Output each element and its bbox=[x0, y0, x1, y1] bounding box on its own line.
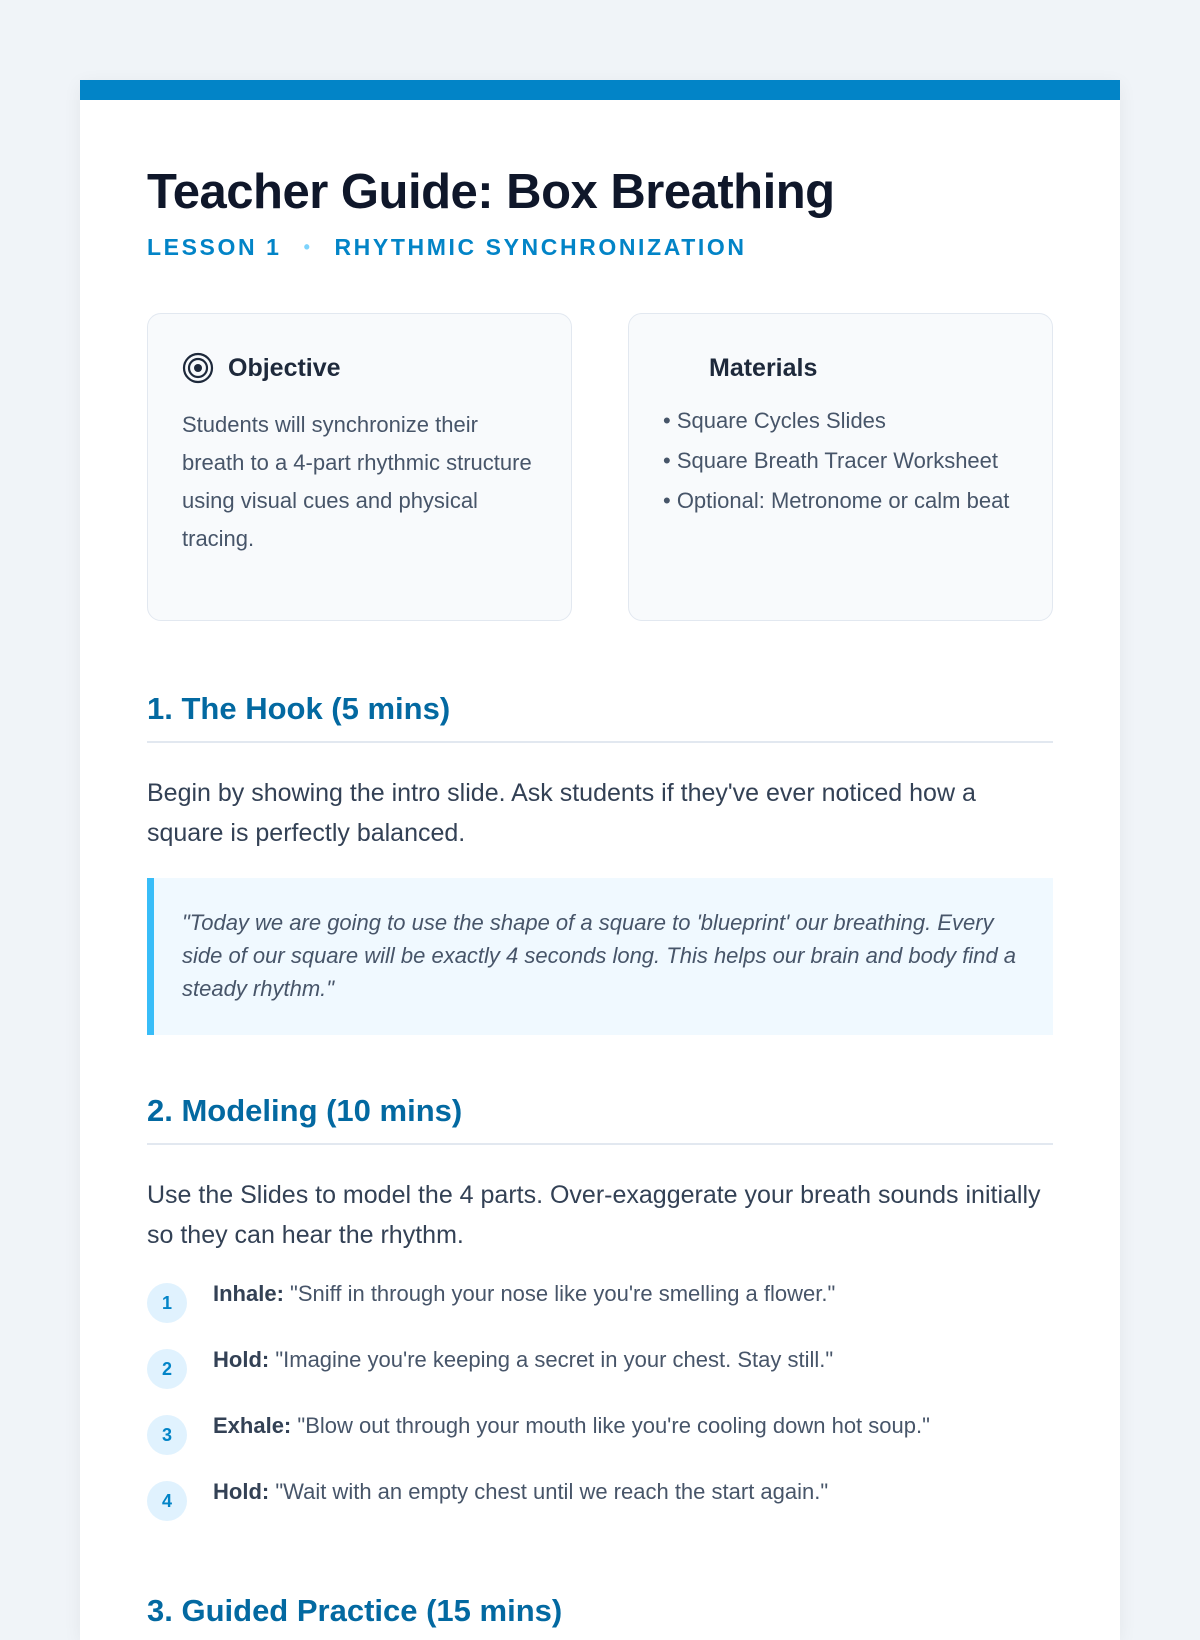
list-item: • Optional: Metronome or calm beat bbox=[663, 488, 1010, 513]
modeling-text: Use the Slides to model the 4 parts. Over-exaggerate your breath sounds initially so they can hear the rhythm. bbox=[147, 1181, 1041, 1249]
step-label: Inhale: bbox=[213, 1281, 284, 1306]
materials-header bbox=[663, 350, 1018, 386]
subtitle-separator: • bbox=[303, 237, 313, 257]
step-label: Exhale: bbox=[213, 1413, 292, 1438]
page-content bbox=[80, 100, 1120, 1629]
target-icon bbox=[182, 352, 214, 384]
step-item bbox=[147, 1343, 1053, 1409]
step-text bbox=[213, 1277, 835, 1310]
step-number-badge: 4 bbox=[147, 1481, 187, 1521]
step-item bbox=[147, 1475, 1053, 1541]
step-description: "Blow out through your mouth like you're cooling down hot soup." bbox=[297, 1413, 930, 1438]
materials-icon-space bbox=[663, 352, 709, 384]
lesson-subtitle bbox=[147, 234, 1053, 261]
step-item bbox=[147, 1277, 1053, 1343]
guide-page bbox=[80, 80, 1120, 1640]
objective-text: Students will synchronize their breath to a 4-part rhythmic structure using visual cues and physical tracing. bbox=[182, 412, 532, 551]
accent-bar bbox=[80, 80, 1120, 100]
objective-card bbox=[147, 313, 572, 621]
step-description: "Imagine you're keeping a secret in your chest. Stay still." bbox=[275, 1347, 834, 1372]
step-text bbox=[213, 1409, 930, 1442]
materials-card bbox=[628, 313, 1053, 621]
section-heading-guided-practice: 3. Guided Practice (15 mins) bbox=[147, 1593, 563, 1628]
step-label: Hold: bbox=[213, 1347, 270, 1372]
step-description: "Wait with an empty chest until we reach the start again." bbox=[275, 1479, 829, 1504]
list-item: • Square Cycles Slides bbox=[663, 408, 886, 433]
lesson-number: LESSON 1 bbox=[147, 234, 282, 260]
section-heading-modeling: 2. Modeling (10 mins) bbox=[147, 1093, 1053, 1145]
step-description: "Sniff in through your nose like you're smelling a flower." bbox=[290, 1281, 836, 1306]
step-text bbox=[213, 1343, 833, 1376]
objective-title: Objective bbox=[228, 353, 341, 382]
materials-list bbox=[663, 404, 1018, 517]
step-number-badge: 2 bbox=[147, 1349, 187, 1389]
lesson-topic: RHYTHMIC SYNCHRONIZATION bbox=[334, 234, 747, 260]
step-text bbox=[213, 1475, 828, 1508]
hook-quote: "Today we are going to use the shape of a square to 'blueprint' our breathing. Every side of our square will be exactly 4 seconds long. This helps our brain and body find a steady rhythm." bbox=[147, 878, 1053, 1035]
section-heading-hook: 1. The Hook (5 mins) bbox=[147, 691, 1053, 743]
page-title: Teacher Guide: Box Breathing bbox=[147, 165, 835, 219]
step-label: Hold: bbox=[213, 1479, 270, 1504]
step-number-badge: 1 bbox=[147, 1283, 187, 1323]
materials-title: Materials bbox=[709, 353, 818, 382]
list-item: • Square Breath Tracer Worksheet bbox=[663, 448, 999, 473]
objective-header bbox=[182, 350, 537, 386]
step-item bbox=[147, 1409, 1053, 1475]
step-number-badge: 3 bbox=[147, 1415, 187, 1455]
overview-cards bbox=[147, 313, 1053, 621]
breathing-steps bbox=[147, 1277, 1053, 1541]
hook-text: Begin by showing the intro slide. Ask students if they've ever noticed how a square is perfectly balanced. bbox=[147, 779, 976, 847]
